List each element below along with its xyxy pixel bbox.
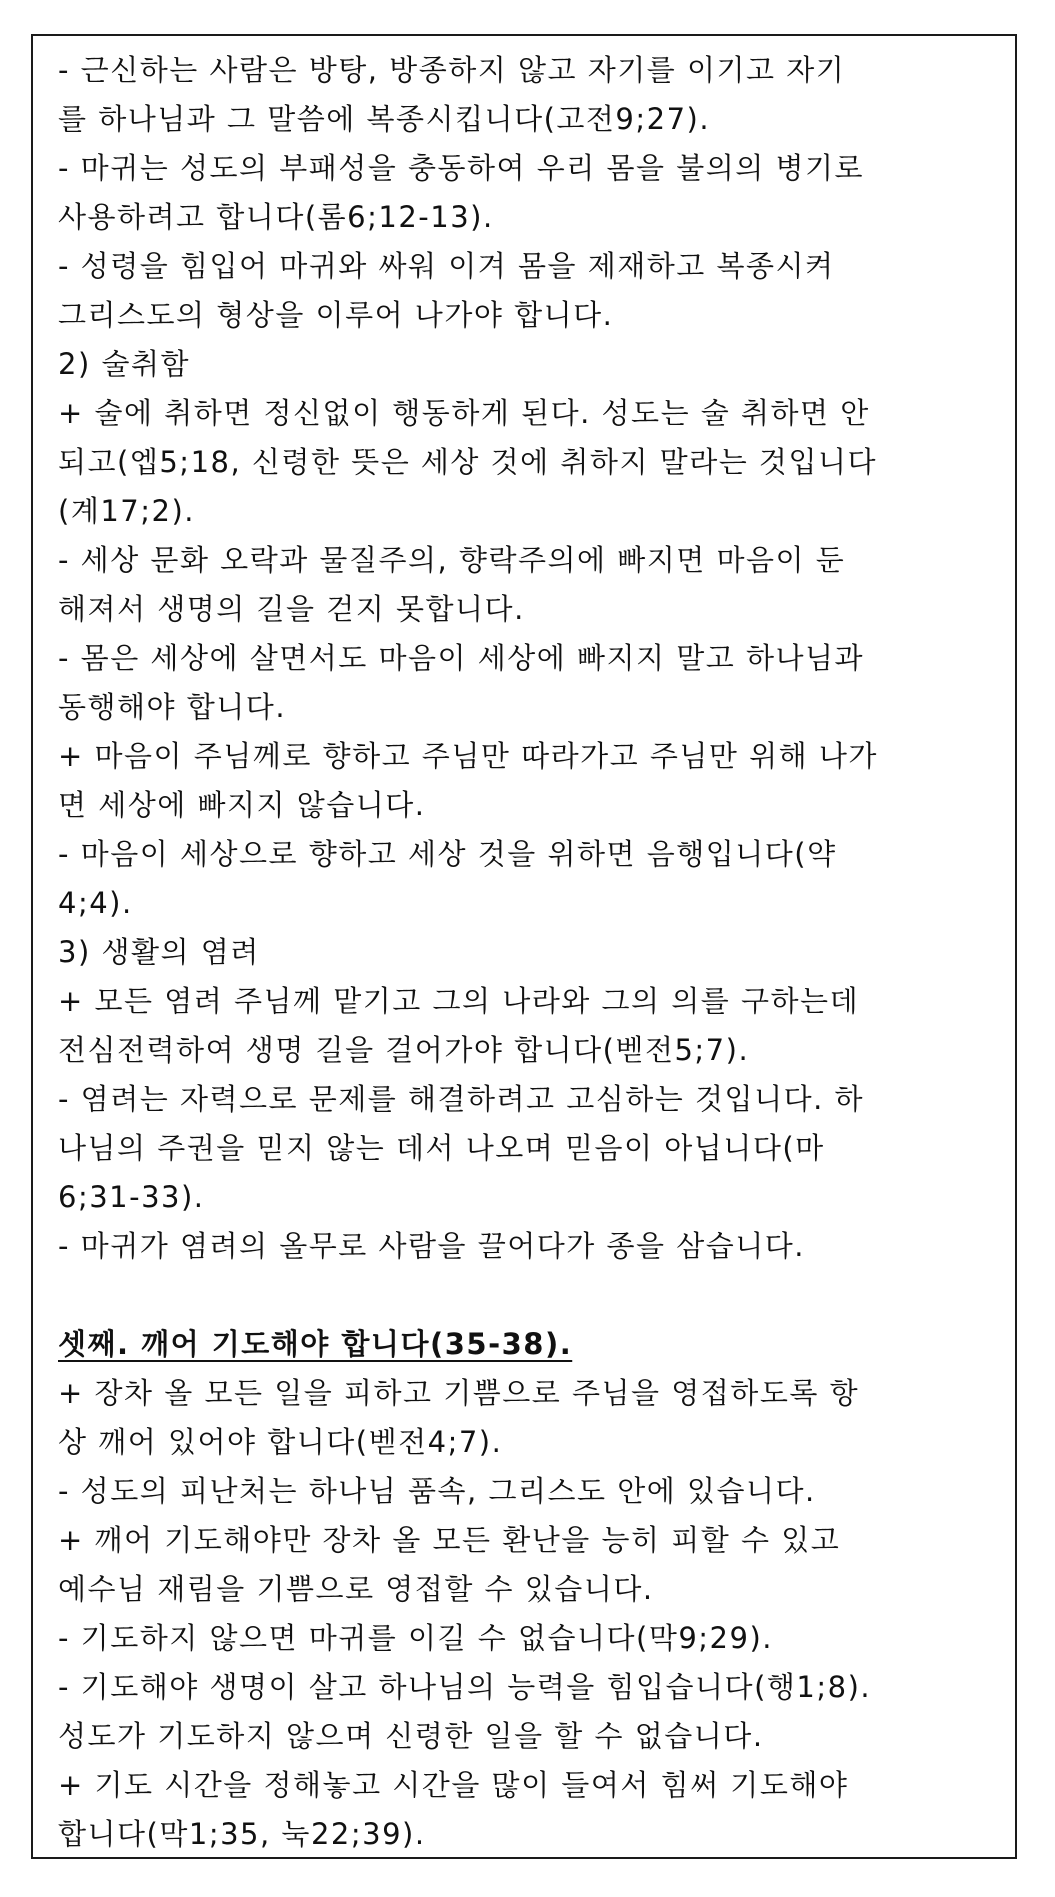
text-line: 사용하려고 합니다(롬6;12-13). (58, 200, 494, 234)
spacer (58, 1271, 1003, 1320)
text-line: - 몸은 세상에 살면서도 마음이 세상에 빠지지 말고 하나님과 (58, 641, 865, 675)
text-line: 되고(엡5;18, 신령한 뜻은 세상 것에 취하지 말라는 것입니다 (58, 445, 877, 479)
text-line: - 기도해야 생명이 살고 하나님의 능력을 힘입습니다(행1;8). (58, 1670, 872, 1704)
text-line: + 술에 취하면 정신없이 행동하게 된다. 성도는 술 취하면 안 (58, 396, 870, 430)
text-line: 그리스도의 형상을 이루어 나가야 합니다. (58, 298, 614, 332)
text-line: - 마음이 세상으로 향하고 세상 것을 위하면 음행입니다(약 (58, 837, 837, 871)
text-line: 동행해야 합니다. (58, 690, 287, 724)
text-line: 6;31-33). (58, 1180, 205, 1214)
text-line: 나님의 주권을 믿지 않는 데서 나오며 믿음이 아닙니다(마 (58, 1131, 825, 1165)
text-line: + 기도 시간을 정해놓고 시간을 많이 들여서 힘써 기도해야 (58, 1768, 849, 1802)
text-line: 4;4). (58, 886, 133, 920)
text-line: - 기도하지 않으면 마귀를 이길 수 없습니다(막9;29). (58, 1621, 773, 1655)
text-line: - 성령을 힘입어 마귀와 싸워 이겨 몸을 제재하고 복종시켜 (58, 249, 835, 283)
text-line: 성도가 기도하지 않으며 신령한 일을 할 수 없습니다. (58, 1719, 764, 1753)
text-line: 전심전력하여 생명 길을 걸어가야 합니다(벧전5;7). (58, 1033, 750, 1067)
section-heading: 셋째. 깨어 기도해야 합니다(35-38). (58, 1327, 573, 1361)
text-line: 합니다(막1;35, 눅22;39). (58, 1817, 426, 1851)
text-line: 면 세상에 빠지지 않습니다. (58, 788, 426, 822)
subsection-heading: 3) 생활의 염려 (58, 935, 260, 969)
text-line: - 염려는 자력으로 문제를 해결하려고 고심하는 것입니다. 하 (58, 1082, 865, 1116)
text-line: 해져서 생명의 길을 걷지 못합니다. (58, 592, 525, 626)
text-line: - 성도의 피난처는 하나님 품속, 그리스도 안에 있습니다. (58, 1474, 816, 1508)
text-line: (계17;2). (58, 494, 195, 528)
document-body (58, 46, 1003, 1859)
text-line: 를 하나님과 그 말씀에 복종시킵니다(고전9;27). (58, 102, 711, 136)
text-line: - 근신하는 사람은 방탕, 방종하지 않고 자기를 이기고 자기 (58, 53, 846, 87)
text-line: + 장차 올 모든 일을 피하고 기쁨으로 주님을 영접하도록 항 (58, 1376, 860, 1410)
text-line: + 모든 염려 주님께 맡기고 그의 나라와 그의 의를 구하는데 (58, 984, 860, 1018)
text-line: + 마음이 주님께로 향하고 주님만 따라가고 주님만 위해 나가 (58, 739, 878, 773)
text-line: 예수님 재림을 기쁨으로 영접할 수 있습니다. (58, 1572, 654, 1606)
text-line: - 마귀는 성도의 부패성을 충동하여 우리 몸을 불의의 병기로 (58, 151, 865, 185)
text-line: - 세상 문화 오락과 물질주의, 향락주의에 빠지면 마음이 둔 (58, 543, 846, 577)
text-line: 상 깨어 있어야 합니다(벧전4;7). (58, 1425, 503, 1459)
text-line: - 마귀가 염려의 올무로 사람을 끌어다가 종을 삼습니다. (58, 1229, 806, 1263)
text-line: + 깨어 기도해야만 장차 올 모든 환난을 능히 피할 수 있고 (58, 1523, 841, 1557)
subsection-heading: 2) 술취함 (58, 347, 191, 381)
